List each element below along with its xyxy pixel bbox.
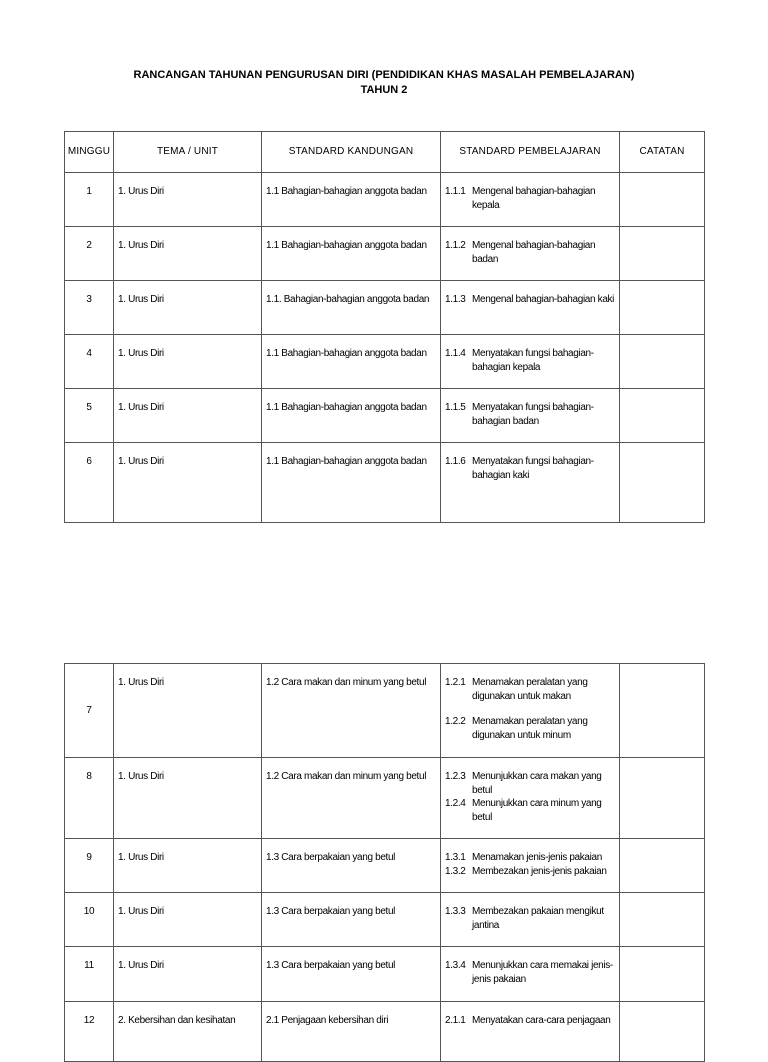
learning-standard-code: 1.1.1	[445, 186, 466, 197]
standard-kandungan-cell: 1.1 Bahagian-bahagian anggota badan	[262, 443, 441, 523]
learning-standard-code: 1.2.2	[445, 716, 466, 727]
tema-unit-cell: 1. Urus Diri	[114, 443, 262, 523]
standard-pembelajaran-cell	[441, 758, 620, 839]
tema-unit-cell: 1. Urus Diri	[114, 389, 262, 443]
catatan-cell	[620, 1002, 705, 1062]
header-catatan: CATATAN	[620, 132, 705, 173]
standard-kandungan-cell: 1.1 Bahagian-bahagian anggota badan	[262, 389, 441, 443]
minggu-cell: 3	[65, 281, 114, 335]
tema-unit-cell: 1. Urus Diri	[114, 664, 262, 758]
learning-standard-item	[445, 1014, 615, 1028]
learning-standard-text: Mengenal bahagian-bahagian kaki	[472, 294, 615, 305]
catatan-cell	[620, 389, 705, 443]
learning-standard-text: Membezakan pakaian mengikut jantina	[472, 906, 604, 931]
document-title: RANCANGAN TAHUNAN PENGURUSAN DIRI (PENDIDIKAN KHAS MASALAH PEMBELAJARAN)	[133, 69, 635, 81]
learning-standard-item	[445, 770, 615, 797]
tema-unit-cell: 1. Urus Diri	[114, 893, 262, 947]
table-row	[65, 1002, 705, 1062]
spacer	[445, 703, 615, 715]
standard-kandungan-cell: 2.1 Penjagaan kebersihan diri	[262, 1002, 441, 1062]
learning-standard-text: Membezakan jenis-jenis pakaian	[472, 865, 607, 877]
learning-standard-code: 1.1.3	[445, 294, 466, 305]
learning-standard-item	[445, 347, 615, 374]
standard-kandungan-cell: 1.3 Cara berpakaian yang betul	[262, 893, 441, 947]
catatan-cell	[620, 443, 705, 523]
table-row	[65, 389, 705, 443]
tema-unit-cell: 1. Urus Diri	[114, 335, 262, 389]
learning-standard-item	[445, 905, 615, 932]
minggu-cell: 1	[65, 173, 114, 227]
learning-standard-item	[445, 455, 615, 482]
table-row	[65, 758, 705, 839]
minggu-cell: 10	[65, 893, 114, 947]
catatan-cell	[620, 281, 705, 335]
standard-kandungan-cell: 1.3 Cara berpakaian yang betul	[262, 947, 441, 1002]
learning-standard-item	[445, 715, 615, 742]
table-row	[65, 173, 705, 227]
document-subtitle: TAHUN 2	[360, 84, 408, 96]
standard-pembelajaran-cell	[441, 893, 620, 947]
minggu-cell: 6	[65, 443, 114, 523]
catatan-cell	[620, 173, 705, 227]
standard-kandungan-cell: 1.1 Bahagian-bahagian anggota badan	[262, 227, 441, 281]
table-row	[65, 443, 705, 523]
learning-standard-item	[445, 239, 615, 266]
table-row	[65, 893, 705, 947]
standard-kandungan-cell: 1.2 Cara makan dan minum yang betul	[262, 758, 441, 839]
minggu-cell: 4	[65, 335, 114, 389]
minggu-cell: 8	[65, 758, 114, 839]
learning-standard-item	[445, 293, 615, 307]
table-row	[65, 335, 705, 389]
learning-standard-code: 1.1.4	[445, 348, 466, 359]
tema-unit-cell: 2. Kebersihan dan kesihatan	[114, 1002, 262, 1062]
learning-standard-item	[445, 676, 615, 703]
standard-pembelajaran-cell	[441, 664, 620, 758]
standard-pembelajaran-cell	[441, 389, 620, 443]
tema-unit-cell: 1. Urus Diri	[114, 839, 262, 893]
tema-unit-cell: 1. Urus Diri	[114, 281, 262, 335]
plan-table-1	[64, 131, 705, 523]
table-row	[65, 664, 705, 758]
learning-standard-item	[445, 851, 615, 865]
learning-standard-code: 1.2.3	[445, 771, 466, 782]
learning-standard-text: Menamakan peralatan yang digunakan untuk minum	[472, 716, 588, 741]
learning-standard-item	[445, 865, 615, 879]
tema-unit-cell: 1. Urus Diri	[114, 227, 262, 281]
learning-standard-item	[445, 401, 615, 428]
catatan-cell	[620, 664, 705, 758]
learning-standard-code: 1.1.2	[445, 240, 466, 251]
standard-pembelajaran-cell	[441, 335, 620, 389]
catatan-cell	[620, 227, 705, 281]
learning-standard-text: Menunjukkan cara minum yang betul	[472, 798, 602, 823]
catatan-cell	[620, 893, 705, 947]
learning-standard-code: 1.3.4	[445, 960, 466, 971]
learning-standard-code: 1.2.4	[445, 798, 466, 809]
header-standard-kandungan: STANDARD KANDUNGAN	[262, 132, 441, 173]
learning-standard-text: Menyatakan cara-cara penjagaan	[472, 1015, 611, 1026]
minggu-cell: 5	[65, 389, 114, 443]
standard-kandungan-cell: 1.1 Bahagian-bahagian anggota badan	[262, 173, 441, 227]
tema-unit-cell: 1. Urus Diri	[114, 758, 262, 839]
header-tema-unit: TEMA / UNIT	[114, 132, 262, 173]
learning-standard-text: Menamakan peralatan yang digunakan untuk makan	[472, 677, 588, 702]
standard-kandungan-cell: 1.3 Cara berpakaian yang betul	[262, 839, 441, 893]
minggu-cell: 7	[65, 664, 114, 758]
learning-standard-text: Menunjukkan cara memakai jenis-jenis pakaian	[472, 960, 613, 985]
learning-standard-code: 1.1.5	[445, 402, 466, 413]
tema-unit-cell: 1. Urus Diri	[114, 173, 262, 227]
learning-standard-text: Menyatakan fungsi bahagian-bahagian kaki	[472, 456, 594, 481]
table-row	[65, 281, 705, 335]
learning-standard-code: 1.3.1	[445, 852, 466, 863]
learning-standard-code: 1.3.3	[445, 906, 466, 917]
standard-pembelajaran-cell	[441, 173, 620, 227]
standard-kandungan-cell: 1.1. Bahagian-bahagian anggota badan	[262, 281, 441, 335]
learning-standard-item	[445, 797, 615, 824]
learning-standard-code: 1.3.2	[445, 865, 466, 877]
standard-pembelajaran-cell	[441, 281, 620, 335]
standard-kandungan-cell: 1.1 Bahagian-bahagian anggota badan	[262, 335, 441, 389]
learning-standard-code: 1.2.1	[445, 677, 466, 688]
catatan-cell	[620, 335, 705, 389]
plan-table-2	[64, 663, 705, 1062]
learning-standard-text: Mengenal bahagian-bahagian kepala	[472, 186, 596, 211]
minggu-cell: 11	[65, 947, 114, 1002]
learning-standard-item	[445, 959, 615, 986]
header-minggu: MINGGU	[65, 132, 114, 173]
table-row	[65, 839, 705, 893]
learning-standard-text: Menamakan jenis-jenis pakaian	[472, 852, 602, 863]
learning-standard-text: Menunjukkan cara makan yang betul	[472, 771, 602, 796]
standard-pembelajaran-cell	[441, 947, 620, 1002]
table-row	[65, 227, 705, 281]
header-standard-pembelajaran: STANDARD PEMBELAJARAN	[441, 132, 620, 173]
tema-unit-cell: 1. Urus Diri	[114, 947, 262, 1002]
learning-standard-code: 1.1.6	[445, 456, 466, 467]
minggu-cell: 9	[65, 839, 114, 893]
standard-pembelajaran-cell	[441, 1002, 620, 1062]
standard-pembelajaran-cell	[441, 443, 620, 523]
table-header-row	[65, 132, 705, 173]
learning-standard-item	[445, 185, 615, 212]
standard-kandungan-cell: 1.2 Cara makan dan minum yang betul	[262, 664, 441, 758]
learning-standard-text: Menyatakan fungsi bahagian-bahagian kepala	[472, 348, 594, 373]
catatan-cell	[620, 839, 705, 893]
minggu-cell: 2	[65, 227, 114, 281]
learning-standard-code: 2.1.1	[445, 1015, 466, 1026]
learning-standard-text: Menyatakan fungsi bahagian-bahagian badan	[472, 402, 594, 427]
table-row	[65, 947, 705, 1002]
learning-standard-text: Mengenal bahagian-bahagian badan	[472, 240, 596, 265]
minggu-cell: 12	[65, 1002, 114, 1062]
catatan-cell	[620, 947, 705, 1002]
standard-pembelajaran-cell	[441, 839, 620, 893]
catatan-cell	[620, 758, 705, 839]
standard-pembelajaran-cell	[441, 227, 620, 281]
